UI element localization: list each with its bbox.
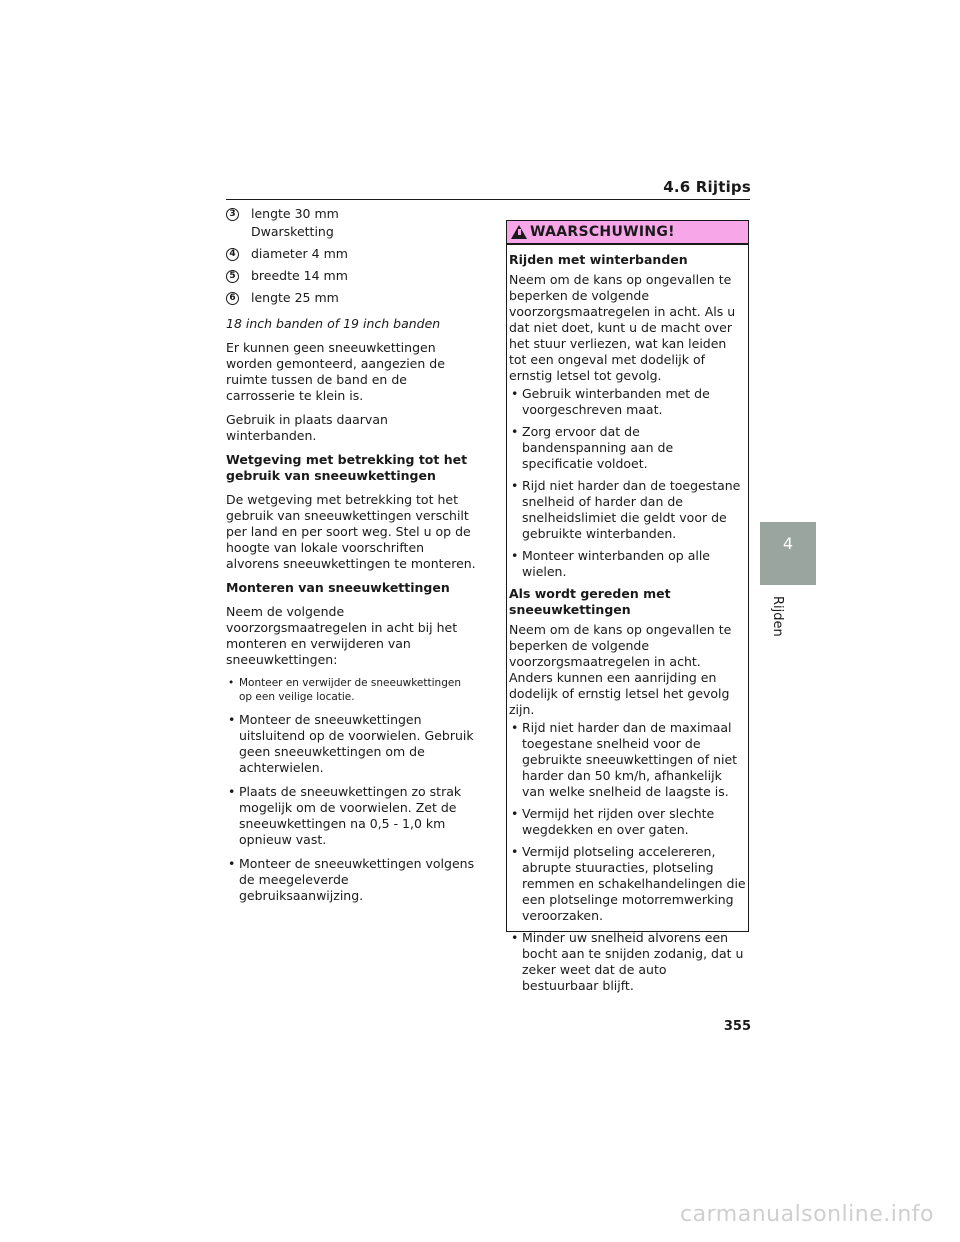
item-text: breedte 14 mm (251, 268, 348, 283)
section-header: 4.6 Rijtips (663, 178, 751, 196)
warning-heading: Als wordt gereden met sneeuwkettingen (509, 586, 671, 617)
dimension-item (226, 268, 476, 284)
warning-heading: Rijden met winterbanden (509, 252, 688, 267)
item-number-badge: 3 (226, 208, 239, 221)
subheading: Dwarsketting (251, 224, 334, 239)
dimension-item (226, 206, 476, 222)
list-item: • Vermijd het rijden over slechte wegdekken en over gaten. (509, 806, 746, 838)
header-rule (226, 199, 750, 200)
section-heading: Wetgeving met betrekking tot het gebruik van sneeuwkettingen (226, 452, 468, 483)
list-item: • Minder uw snelheid alvorens een bocht aan te snijden zodanig, dat u zeker weet dat de auto bestuurbaar blijft. (509, 930, 746, 994)
paragraph: Neem om de kans op ongevallen te beperken de volgende voorzorgsmaatregelen in acht. Anders kunnen een aanrijding en dodelijk of ernstig letsel het gevolg zijn. (509, 622, 732, 717)
chapter-number: 4 (782, 534, 794, 553)
dimension-item (226, 290, 476, 306)
paragraph: Gebruik in plaats daarvan winterbanden. (226, 412, 388, 443)
item-text: lengte 30 mm (251, 206, 339, 221)
italic-subtitle: 18 inch banden of 19 inch banden (226, 316, 441, 331)
warning-body (507, 245, 748, 994)
list-item: • Rijd niet harder dan de maximaal toegestane snelheid voor de gebruikte sneeuwkettingen of niet harder dan 50 km/h, afhankelijk van welke snelheid de laagste is. (509, 720, 746, 800)
paragraph: Er kunnen geen sneeuwkettingen worden gemonteerd, aangezien de ruimte tussen de band en de carrosserie te klein is. (226, 340, 445, 403)
item-text: lengte 25 mm (251, 290, 339, 305)
warning-triangle-icon (511, 225, 527, 239)
dimension-item (226, 246, 476, 262)
paragraph: Neem de volgende voorzorgsmaatregelen in acht bij het monteren en verwijderen van sneeuwkettingen: (226, 604, 458, 667)
paragraph: De wetgeving met betrekking tot het gebruik van sneeuwkettingen verschilt per land en per soort weg. Stel u op de hoogte van lokale voorschriften alvorens sneeuwkettingen te monteren. (226, 492, 476, 571)
list-item: • Plaats de sneeuwkettingen zo strak mogelijk om de voorwielen. Zet de sneeuwkettingen na 0,5 - 1,0 km opnieuw vast. (226, 784, 476, 848)
page-number: 355 (723, 1019, 751, 1034)
chapter-tab (760, 522, 816, 585)
warning-title: WAARSCHUWING! (530, 224, 675, 240)
list-item: • Monteer de sneeuwkettingen volgens de meegeleverde gebruiksaanwijzing. (226, 856, 476, 904)
list-item: • Monteer winterbanden op alle wielen. (509, 548, 746, 580)
chapter-label: Rijden (770, 596, 785, 637)
item-text: diameter 4 mm (251, 246, 348, 261)
list-item: • Rijd niet harder dan de toegestane snelheid of harder dan de snelheidslimiet die geldt voor de gebruikte winterbanden. (509, 478, 746, 542)
warning-box (506, 220, 749, 993)
item-number-badge: 5 (226, 270, 239, 283)
list-item: • Monteer de sneeuwkettingen uitsluitend op de voorwielen. Gebruik geen sneeuwkettingen om de achterwielen. (226, 712, 476, 776)
item-number-badge: 6 (226, 292, 239, 305)
section-heading: Monteren van sneeuwkettingen (226, 580, 450, 595)
item-number-badge: 4 (226, 248, 239, 261)
list-item: • Gebruik winterbanden met de voorgeschreven maat. (509, 386, 746, 418)
left-column (226, 206, 476, 912)
warning-header (507, 221, 748, 245)
watermark: carmanualsonline.info (680, 1202, 934, 1227)
paragraph: Neem om de kans op ongevallen te beperken de volgende voorzorgsmaatregelen in acht. Als u dat niet doet, kunt u de macht over het stuur verliezen, wat kan leiden tot een ongeval met dodelijk of ernstig letsel tot gevolg. (509, 272, 736, 383)
list-item: • Monteer en verwijder de sneeuwkettingen op een veilige locatie. (226, 676, 476, 704)
list-item: • Vermijd plotseling accelereren, abrupte stuuracties, plotseling remmen en schakelhandelingen die een plotselinge motorremwerking veroorzaken. (509, 844, 746, 924)
list-item: • Zorg ervoor dat de bandenspanning aan de specificatie voldoet. (509, 424, 746, 472)
